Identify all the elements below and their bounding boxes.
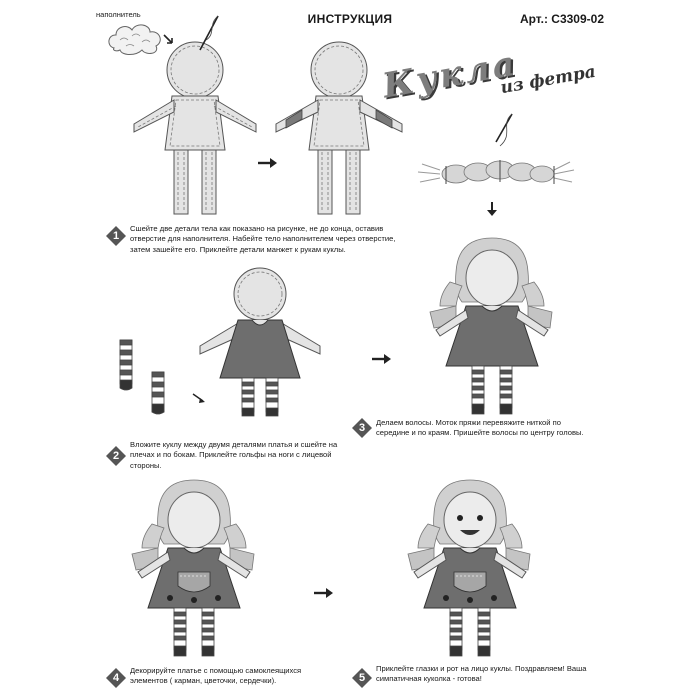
- filler-label: наполнитель: [96, 10, 141, 19]
- step-1-text: Сшейте две детали тела как показано на рисунке, не до конца, оставив отверстие для наполнителя. Набейте тело наполнителем через отверстие, затем зашейте его. Приклейте детали манжет к рукам куклы.: [130, 224, 396, 254]
- doll-with-hair-illustration: [426, 232, 556, 422]
- step-3-number: 3: [358, 422, 366, 434]
- step-4-number: 4: [112, 672, 120, 684]
- stockings-illustration: [116, 338, 172, 418]
- needle-icon: [196, 14, 222, 52]
- brand-subtitle: из фетра: [498, 61, 598, 99]
- arrow-down-icon: [487, 202, 497, 216]
- yarn-braid-illustration: [416, 112, 576, 202]
- decorated-doll-illustration: [128, 474, 258, 664]
- arrow-right-icon: [372, 354, 392, 364]
- article-number: Арт.: С3309-02: [519, 12, 604, 26]
- step-1-number: 1: [112, 230, 120, 242]
- doll-with-dress-illustration: [198, 266, 322, 418]
- doll-body-with-cuffs-illustration: [272, 40, 406, 218]
- step-2-number: 2: [112, 450, 120, 462]
- doll-body-illustration: [130, 40, 260, 218]
- arrow-right-icon: [314, 588, 334, 598]
- step-4-text: Декорируйте платье с помощью самоклеящихся элементов ( карман, цветочки, сердечки).: [130, 666, 302, 686]
- step-3-text: Делаем волосы. Моток пряжи перевяжите ниткой по середине и по краям. Пришейте волосы по центру головы.: [376, 418, 584, 438]
- page-title: ИНСТРУКЦИЯ: [307, 12, 393, 26]
- step-2-text: Вложите куклу между двумя деталями платья и сшейте на плечах и по бокам. Приклейте гольфы на ноги с лицевой стороны.: [130, 440, 338, 470]
- step-5-number: 5: [358, 672, 366, 684]
- finished-doll-illustration: [404, 474, 534, 664]
- step-5-text: Приклейте глазки и рот на лицо куклы. Поздравляем! Ваша симпатичная куколка - готова!: [376, 664, 587, 684]
- brand-title: Кукла: [379, 43, 521, 107]
